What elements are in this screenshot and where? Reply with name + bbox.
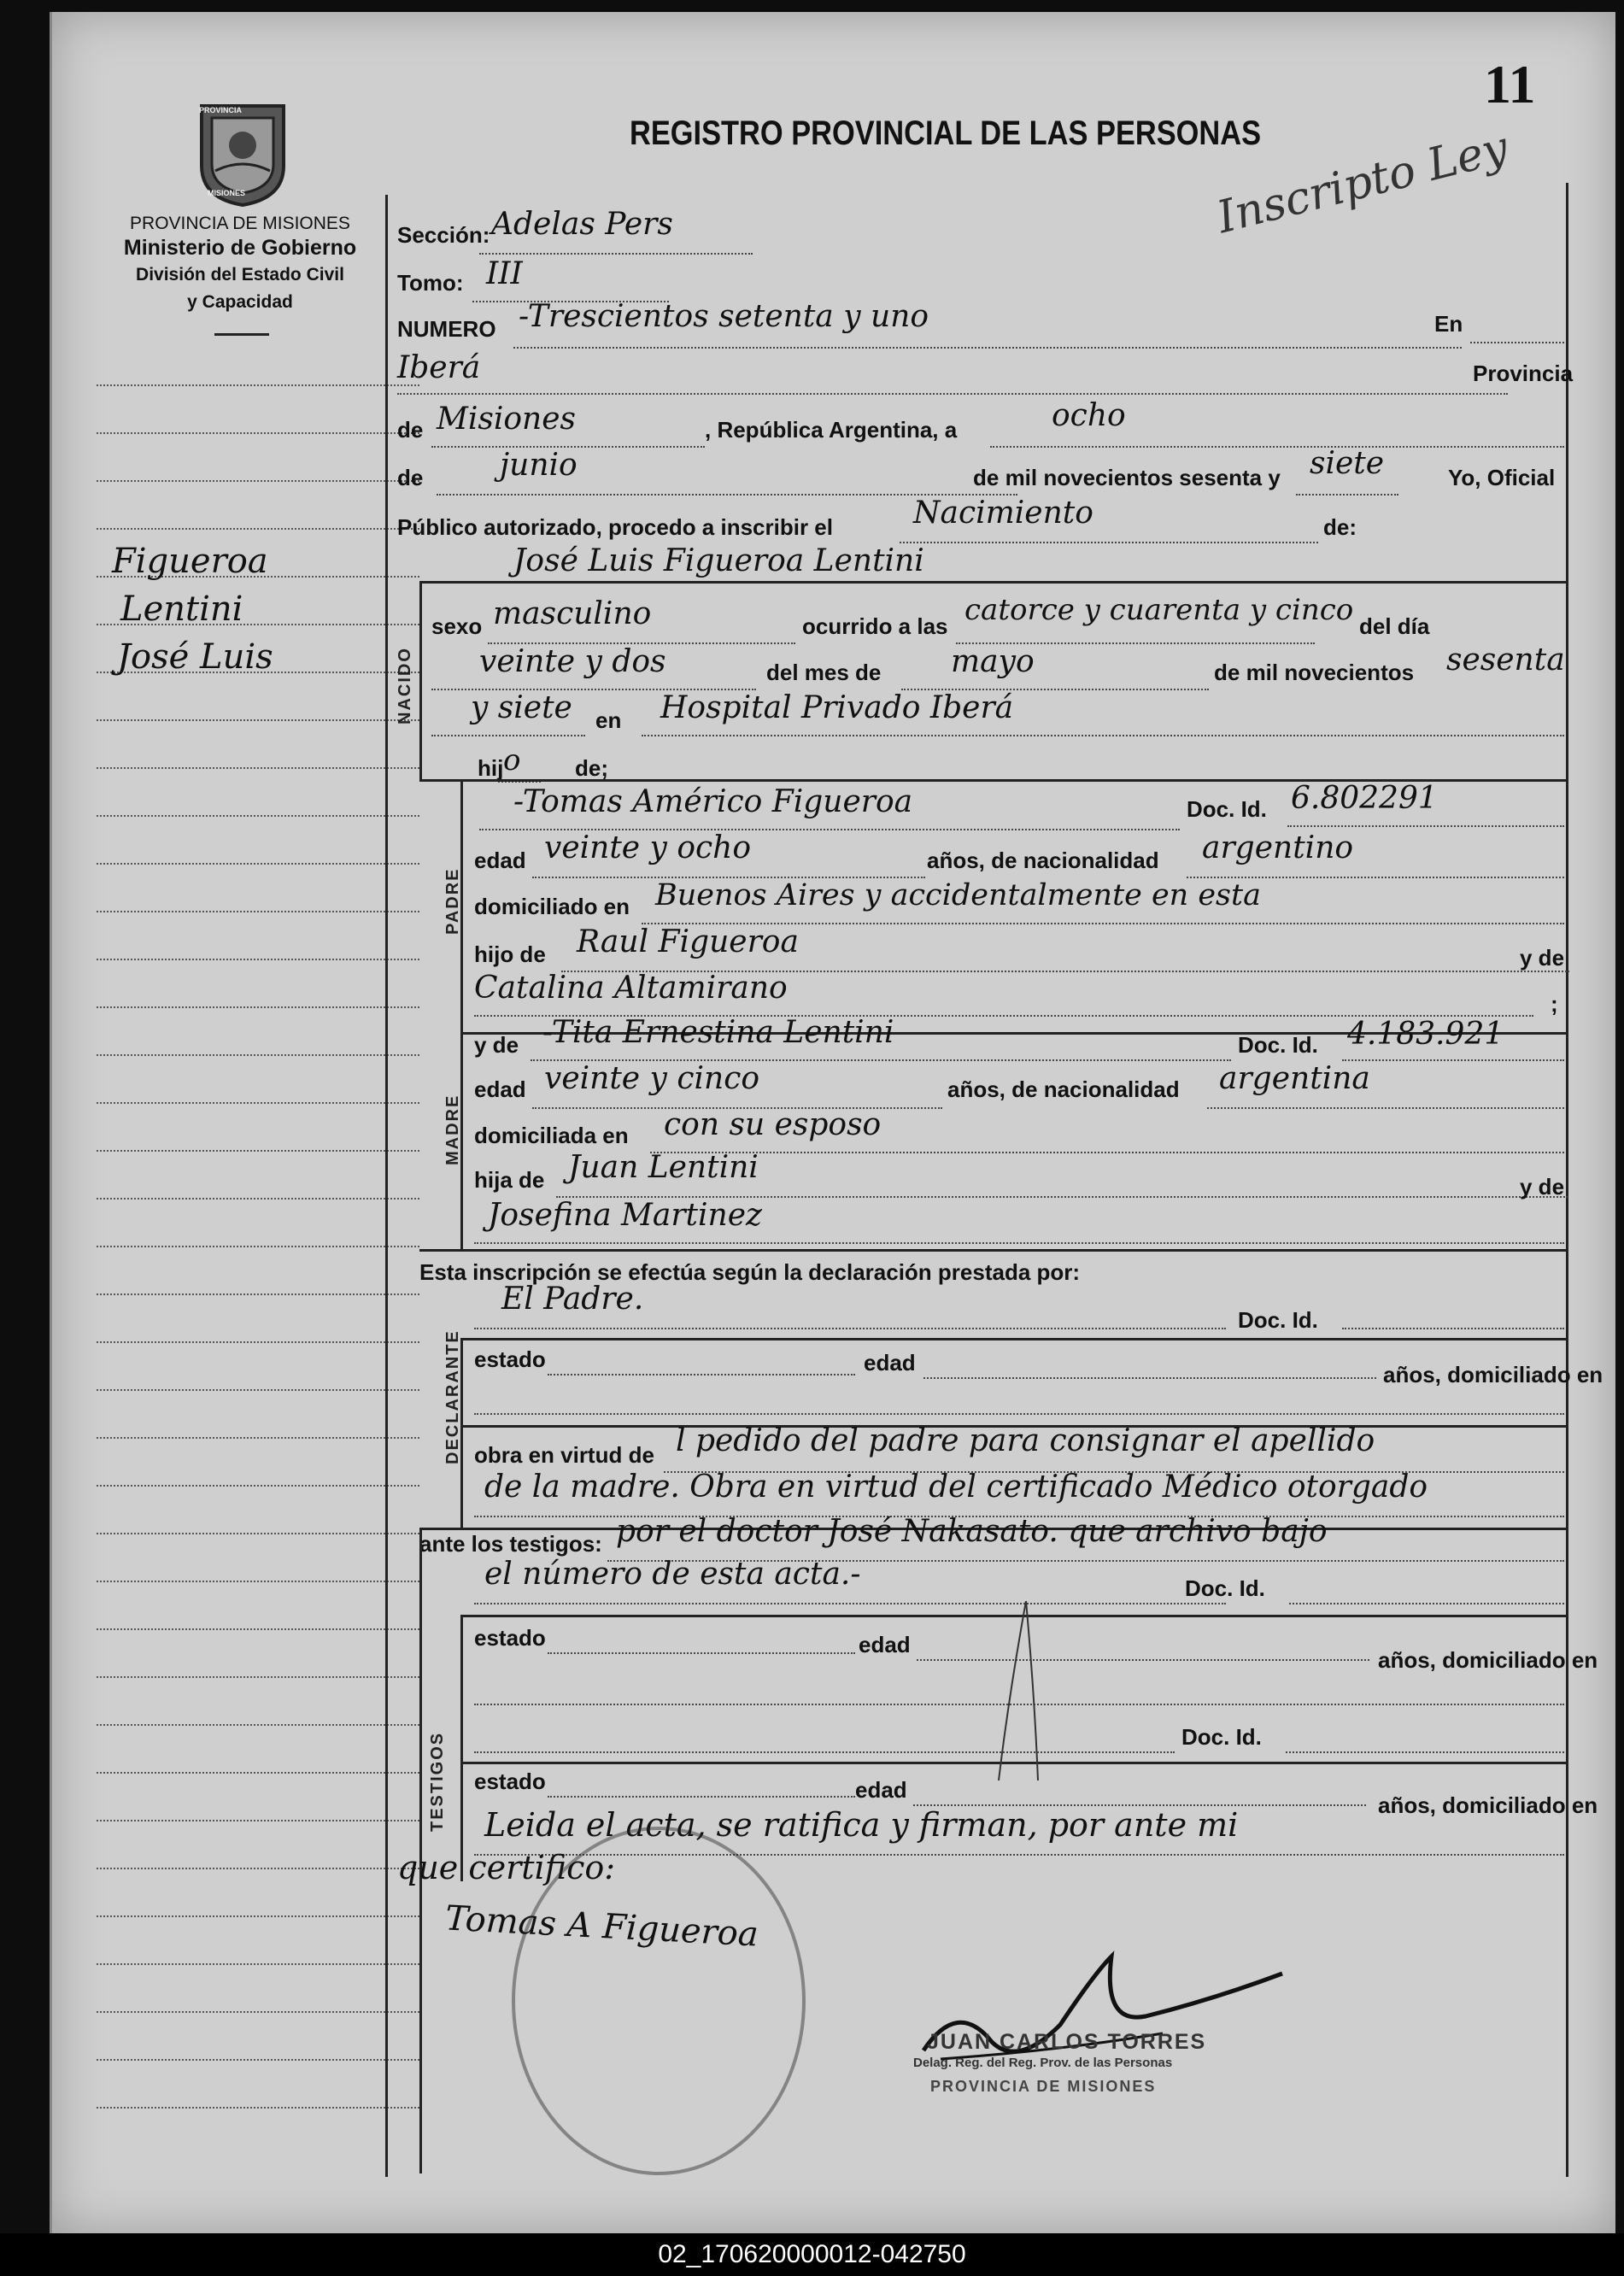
province-name: PROVINCIA DE MISIONES (130, 214, 350, 233)
margin-line (97, 432, 419, 434)
padre-domicilio-label: domiciliado en (474, 894, 630, 919)
declarante-doc-line (1342, 1328, 1564, 1329)
dia-line (990, 446, 1564, 448)
seal-text-top: PROVINCIA (199, 106, 243, 114)
padre-nac-label: años, de nacionalidad (927, 848, 1159, 873)
madre-nacionalidad: argentina (1219, 1061, 1370, 1096)
hijo-sufijo: o (503, 743, 521, 777)
testigo2-domicilio-label: años, domiciliado en (1378, 1792, 1598, 1818)
testigos-section-label: TESTIGOS (428, 1731, 447, 1832)
mes-value: junio (500, 448, 577, 483)
certificate-page (50, 12, 1615, 2233)
declarante-section-label: DECLARANTE (443, 1329, 462, 1464)
declarante-mid-rule (460, 1338, 1566, 1340)
testigo1-doc-line (1289, 1603, 1564, 1604)
en-label: En (1434, 311, 1463, 337)
del-mes-label: del mes de (766, 660, 882, 685)
capacity-name: y Capacidad (187, 292, 293, 312)
madre-edad-label: edad (474, 1076, 526, 1102)
en-line (1470, 342, 1564, 343)
madre-doc: 4.183.921 (1347, 1017, 1504, 1052)
obra-text-1: l pedido del padre para consignar el apellido (676, 1423, 1375, 1458)
declarante-doc-label: Doc. Id. (1238, 1307, 1318, 1333)
madre-padre-de: Juan Lentini (568, 1150, 759, 1185)
nacido-nombre: José Luis Figueroa Lentini (513, 543, 924, 578)
obra-label: obra en virtud de (474, 1442, 654, 1468)
testigo2-estado-label: estado (474, 1769, 546, 1794)
madre-doc-label: Doc. Id. (1238, 1032, 1318, 1058)
margin-line (97, 1963, 419, 1965)
margin-line (97, 1676, 419, 1678)
main-left-border (385, 195, 388, 2177)
obra-text-2: de la madre. Obra en virtud del certificado Médico otorgado (484, 1469, 1428, 1505)
testigo1-edad-line (917, 1659, 1369, 1661)
madre-madre-line (474, 1242, 1564, 1244)
margin-line (97, 959, 419, 960)
testigo2-edad-label: edad (855, 1777, 907, 1803)
margin-line (97, 1102, 419, 1104)
margin-line (97, 1820, 419, 1821)
declarante-top-rule (419, 1249, 1566, 1252)
anio-value: siete (1310, 446, 1385, 481)
margin-line (97, 1293, 419, 1295)
margin-line (97, 1006, 419, 1008)
nacido-top-rule (419, 581, 1566, 584)
tomo-label: Tomo: (397, 270, 464, 296)
margin-line (97, 767, 419, 769)
hijo-de-label: de; (575, 755, 608, 781)
margin-given-names: José Luis (117, 637, 273, 677)
madre-nac-label: años, de nacionalidad (947, 1076, 1180, 1102)
anio-line (1296, 494, 1398, 496)
sexo-value: masculino (493, 596, 652, 631)
cierre-text-1: Leida el acta, se ratifica y firman, por ante mi (484, 1806, 1239, 1844)
margin-line (97, 719, 419, 721)
provincia-value: Misiones (437, 402, 577, 437)
nacido-anio-a: sesenta (1446, 642, 1565, 678)
padre-edad-label: edad (474, 848, 526, 873)
testigo1-edad-label: edad (859, 1632, 911, 1657)
page-number: 11 (1484, 54, 1536, 114)
madre-domicilio: con su esposo (664, 1107, 882, 1142)
nacido-anio-b-line (431, 735, 585, 736)
officer-title: Delag. Reg. del Reg. Prov. de las Personas (913, 2056, 1173, 2070)
margin-line (97, 480, 419, 482)
nacido-side-rule (419, 581, 422, 779)
margin-line (97, 1198, 419, 1200)
madre-doc-line (1342, 1059, 1564, 1061)
nacido-section-label: NACIDO (396, 647, 414, 724)
madre-nombre: -Tita Ernestina Lentini (542, 1015, 894, 1050)
testigo1-domicilio-label: años, domiciliado en (1378, 1647, 1598, 1673)
declarante-domicilio-label: años, domiciliado en (1383, 1362, 1603, 1387)
margin-line (97, 911, 419, 912)
nacido-en-label: en (595, 707, 622, 733)
footer-image-id: 02_170620000012-042750 (0, 2233, 1624, 2276)
testigo1-estado-label: estado (474, 1625, 546, 1651)
nacido-lugar: Hospital Privado Iberá (660, 690, 1014, 725)
ministry-name: Ministerio de Gobierno (123, 236, 357, 260)
division-name: División del Estado Civil (136, 265, 344, 284)
numero-line (513, 347, 1462, 349)
oficial-label: Yo, Oficial (1448, 465, 1556, 490)
margin-line (97, 528, 419, 530)
nacido-mil-label: de mil novecientos (1214, 660, 1415, 685)
madre-hija-label: hija de (474, 1167, 545, 1193)
publico-label: Público autorizado, procedo a inscribir el (397, 514, 833, 540)
padre-hijo-label: hijo de (474, 941, 546, 967)
father-signature: Tomas A Figueroa (444, 1898, 759, 1955)
margin-line (97, 1389, 419, 1391)
margin-line (97, 1628, 419, 1630)
declarante-estado-label: estado (474, 1346, 546, 1372)
margin-line (97, 2011, 419, 2013)
nacido-mes-value: mayo (951, 644, 1035, 679)
de3-label: de: (1323, 514, 1357, 540)
margin-surname-2: Lentini (120, 590, 243, 629)
margin-line (97, 1485, 419, 1487)
margin-line (97, 1150, 419, 1152)
seccion-label: Sección: (397, 222, 490, 248)
padre-section-label: PADRE (443, 867, 462, 935)
madre-section-label: MADRE (443, 1094, 462, 1165)
padre-doc: 6.802291 (1291, 781, 1438, 816)
provincia-label: Provincia (1473, 361, 1574, 386)
nacido-dia-value: veinte y dos (479, 644, 666, 679)
testigo2-estado-line (548, 1796, 855, 1798)
de-label: de (397, 417, 424, 443)
testigo2-doc-label: Doc. Id. (1181, 1724, 1262, 1750)
declarante-domicilio-line (474, 1413, 1564, 1415)
margin-line (97, 863, 419, 865)
margin-line (97, 1246, 419, 1247)
official-stamp-icon (512, 1827, 806, 2175)
margin-line (97, 2107, 419, 2109)
hijo-label: hij (478, 755, 504, 781)
ocurrido-label: ocurrido a las (802, 613, 948, 639)
padre-doc-line (1287, 825, 1564, 827)
testigos-text-1: por el doctor José Nakasato. que archivo bajo (616, 1514, 1328, 1549)
declarante-nombre: El Padre. (501, 1282, 644, 1317)
declarante-nombre-line (474, 1328, 1226, 1329)
testigo1-estado-line (548, 1652, 855, 1654)
testigos-side-rule (460, 1615, 463, 1881)
margin-line (97, 1772, 419, 1774)
padre-semicolon: ; (1551, 991, 1558, 1017)
lugar-value: Iberá (397, 350, 481, 385)
margin-line (97, 1437, 419, 1439)
testigos-label: ante los testigos: (419, 1531, 602, 1557)
seccion-line (479, 253, 753, 255)
margin-line (97, 1581, 419, 1582)
padre-domicilio: Buenos Aires y accidentalmente en esta (655, 878, 1261, 912)
margin-line (97, 1533, 419, 1534)
annotation-stamp: Inscripto Ley (1211, 121, 1514, 244)
margin-line (97, 815, 419, 817)
madre-nac-line (1207, 1107, 1564, 1109)
officer-province: PROVINCIA DE MISIONES (930, 2078, 1157, 2095)
seccion-value: Adelas Pers (491, 207, 673, 242)
declarante-intro: Esta inscripción se efectúa según la declaración prestada por: (419, 1259, 1081, 1285)
padre-edad: veinte y ocho (544, 830, 752, 865)
madre-yde-label: y de (474, 1032, 519, 1058)
madre-yde2-label: y de (1520, 1174, 1565, 1200)
margin-line (97, 1915, 419, 1917)
padre-padre-de: Raul Figueroa (577, 924, 799, 959)
republica-label: , República Argentina, a (705, 417, 958, 443)
main-right-border (1566, 183, 1568, 2177)
sexo-label: sexo (431, 613, 483, 639)
padre-yde-label: y de (1520, 945, 1565, 971)
padre-nombre: -Tomas Américo Figueroa (513, 784, 913, 819)
testigo1-doc-label: Doc. Id. (1185, 1575, 1265, 1601)
document-title: REGISTRO PROVINCIAL DE LAS PERSONAS (630, 114, 1262, 152)
madre-domicilio-label: domiciliada en (474, 1123, 629, 1148)
madre-edad: veinte y cinco (544, 1061, 760, 1096)
declarante-estado-line (548, 1374, 855, 1376)
testigos-line-2 (474, 1603, 1226, 1604)
margin-line (97, 1341, 419, 1343)
lugar-line (397, 393, 1508, 395)
header-divider (214, 333, 269, 336)
madre-domicilio-line (650, 1152, 1564, 1153)
margin-line (97, 384, 419, 386)
hora-value: catorce y cuarenta y cinco (964, 593, 1354, 627)
mil-label: de mil novecientos sesenta y (973, 465, 1281, 490)
declarante-edad-label: edad (864, 1350, 916, 1376)
padre-doc-label: Doc. Id. (1187, 796, 1267, 822)
madre-madre-de: Josefina Martinez (488, 1198, 762, 1233)
testigos-text-2: el número de esta acta.- (484, 1557, 861, 1592)
acto-line (900, 542, 1318, 543)
nacido-lugar-line (642, 735, 1564, 736)
acto-value: Nacimiento (913, 496, 1093, 531)
officer-name: JUAN CARLOS TORRES (927, 2030, 1207, 2054)
testigo2-nombre-line (474, 1751, 1175, 1753)
nacido-anio-b: y siete (471, 690, 572, 725)
margin-line (97, 1724, 419, 1726)
numero-value: -Trescientos setenta y uno (519, 299, 929, 334)
padre-nacionalidad: argentino (1202, 830, 1354, 865)
dia-value: ocho (1052, 398, 1126, 433)
margin-surname-1: Figueroa (112, 542, 268, 581)
testigo2-doc-line (1286, 1751, 1564, 1753)
margin-line (97, 2059, 419, 2061)
cierre-text-2: que certifico: (397, 1849, 616, 1886)
tomo-value: III (486, 256, 523, 291)
margin-line (97, 1054, 419, 1056)
margin-line (97, 1868, 419, 1869)
pen-stroke (992, 1601, 1043, 1793)
numero-label: NUMERO (397, 316, 496, 342)
declarante-edad-line (923, 1377, 1376, 1379)
padre-madre-de: Catalina Altamirano (474, 971, 788, 1006)
seal-text-bottom: MISIONES (208, 189, 246, 197)
del-dia-label: del día (1359, 613, 1430, 639)
de2-label: de (397, 465, 424, 490)
